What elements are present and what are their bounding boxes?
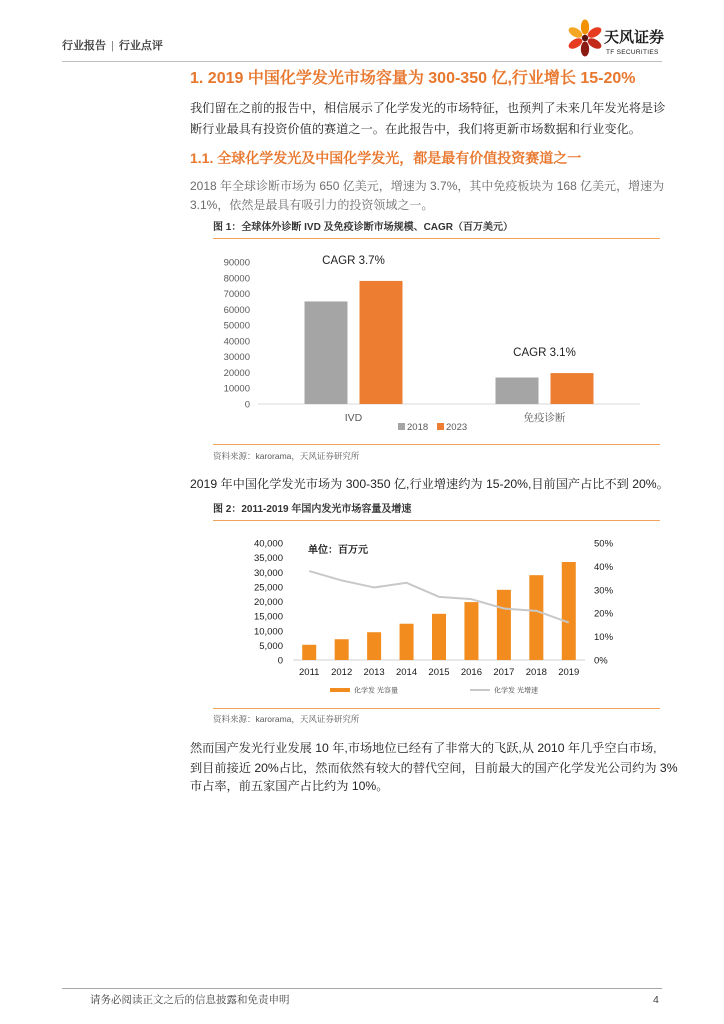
capacity-bar-2018 [529,575,543,660]
company-logo [566,16,666,60]
header-divider [62,61,662,62]
legend-capacity-label: 化学发 光容量 [354,687,398,695]
bar-2018-category-2 [496,377,539,404]
china-market-paragraph-line: 2019 年中国化学发光市场为 300-350 亿,行业增速约为 15-20%,目前国产占比不到 20%。 [190,477,669,491]
x-year-label: 2011 [299,667,320,678]
logo-name-cn: 天风证券 [604,29,665,46]
x-year-label: 2017 [493,667,515,678]
intro-paragraph-line: 断行业最具有投资价值的赛道之一。在此报告中，我们将更新市场数据和行业变化。 [190,122,641,136]
unit-label: 单位：百万元 [308,545,368,556]
left-y-tick-label: 20,000 [253,597,283,608]
report-subtype-label: 行业点评 [118,40,163,52]
report-category-header [62,41,163,52]
y-tick-label: 50000 [223,320,250,332]
figure-1-chart-canvas [213,245,660,440]
x-category-label: 免疫诊断 [523,412,566,424]
logo-center [582,35,588,41]
figure-2-combo-chart [213,530,660,702]
x-year-label: 2018 [525,667,547,678]
right-y-tick-label: 20% [594,608,614,620]
bar-2018-category-1 [305,301,348,404]
y-tick-label: 80000 [223,273,250,285]
footer-disclaimer: 请务必阅读正文之后的信息披露和免责申明 [90,994,290,1006]
figure-1-bar-chart [213,245,660,440]
legend-swatch-2018 [398,423,405,430]
capacity-bar-2013 [367,632,381,660]
left-y-tick-label: 5,000 [259,640,283,652]
legend-label-2023: 2023 [446,422,468,433]
figure-2-source: 资料来源：karorama，天风证券研究所 [213,714,360,724]
capacity-bar-2014 [400,624,414,660]
right-y-tick-label: 10% [594,632,614,644]
logo-petal [581,42,589,57]
y-tick-label: 10000 [223,383,250,395]
report-type-label: 行业报告 [62,40,106,52]
y-tick-label: 90000 [223,257,250,269]
cagr-annotation: CAGR 3.1% [513,347,576,360]
x-year-label: 2014 [395,667,418,678]
footer-divider [62,988,662,989]
bar-2023-category-1 [360,281,403,404]
figure-1-top-rule [213,238,660,239]
y-tick-label: 30000 [223,352,250,364]
x-year-label: 2016 [460,667,483,678]
section-heading: 1. 2019 中国化学发光市场容量为 300-350 亿,行业增长 15-20% [190,70,636,87]
capacity-bar-2016 [464,602,478,660]
capacity-bar-2019 [562,562,576,660]
x-year-label: 2015 [428,667,450,678]
left-y-tick-label: 10,000 [253,626,283,638]
figure-2-caption: 图 2：2011-2019 年国内发光市场容量及增速 [213,504,412,515]
left-y-tick-label: 25,000 [253,582,283,594]
x-category-label: IVD [344,412,363,424]
y-tick-label: 0 [244,399,250,411]
figure-2-chart-canvas [213,530,660,702]
left-y-tick-label: 30,000 [253,567,283,579]
y-tick-label: 60000 [223,304,250,316]
capacity-bar-2012 [335,639,349,660]
right-y-tick-label: 50% [594,538,614,550]
left-y-tick-label: 0 [277,655,283,667]
flower-logo-icon [568,18,602,58]
domestic-paragraph-line: 然而国产发光行业发展 10 年,市场地位已经有了非常大的飞跃,从 2010 年几乎空白市场, [190,741,657,755]
figure-1-bottom-rule [213,444,660,445]
cagr-annotation: CAGR 3.7% [322,254,385,267]
figure-1-caption: 图 1：全球体外诊断 IVD 及免疫诊断市场规模、CAGR（百万美元） [213,222,514,233]
header-separator: | [111,40,114,52]
right-y-tick-label: 0% [594,655,608,667]
right-y-tick-label: 40% [594,561,614,573]
global-market-paragraph-line: 2018 年全球诊断市场为 650 亿美元，增速为 3.7%，其中免疫板块为 168 亿美元，增速为 [190,179,665,193]
bar-2023-category-2 [551,373,594,404]
x-year-label: 2019 [558,667,580,678]
intro-paragraph-line: 我们留在之前的报告中，相信展示了化学发光的市场特征，也预判了未来几年发光将是诊 [190,101,666,115]
legend-swatch-2023 [437,423,444,430]
domestic-paragraph-line: 市占率，前五家国产占比约为 10%。 [190,779,389,793]
y-tick-label: 20000 [223,367,250,379]
logo-name-en: TF SECURITIES [606,49,659,56]
legend-growth-label: 化学发 光增速 [494,687,538,695]
legend-label-2018: 2018 [407,422,429,433]
domestic-paragraph-line: 到目前接近 20%占比，然而依然有较大的替代空间，目前最大的国产化学发光公司约为 3% [190,761,678,775]
figure-1-source: 资料来源：karorama，天风证券研究所 [213,451,360,461]
global-market-paragraph-line: 3.1%，依然是最具有吸引力的投资领域之一。 [190,198,434,212]
figure-2-top-rule [213,520,660,521]
x-year-label: 2013 [363,667,385,678]
y-tick-label: 70000 [223,289,250,301]
logo-petal [581,20,589,35]
subsection-heading: 1.1. 全球化学发光及中国化学发光，都是最有价值投资赛道之一 [190,150,582,166]
x-year-label: 2012 [331,667,353,678]
figure-2-bottom-rule [213,708,660,709]
capacity-bar-2011 [302,645,316,660]
page-number: 4 [653,994,659,1006]
y-tick-label: 40000 [223,336,250,348]
right-y-tick-label: 30% [594,585,614,597]
left-y-tick-label: 35,000 [253,553,283,565]
left-y-tick-label: 15,000 [253,611,283,623]
capacity-bar-2015 [432,614,446,660]
left-y-tick-label: 40,000 [253,538,283,550]
capacity-bar-2017 [497,590,511,660]
